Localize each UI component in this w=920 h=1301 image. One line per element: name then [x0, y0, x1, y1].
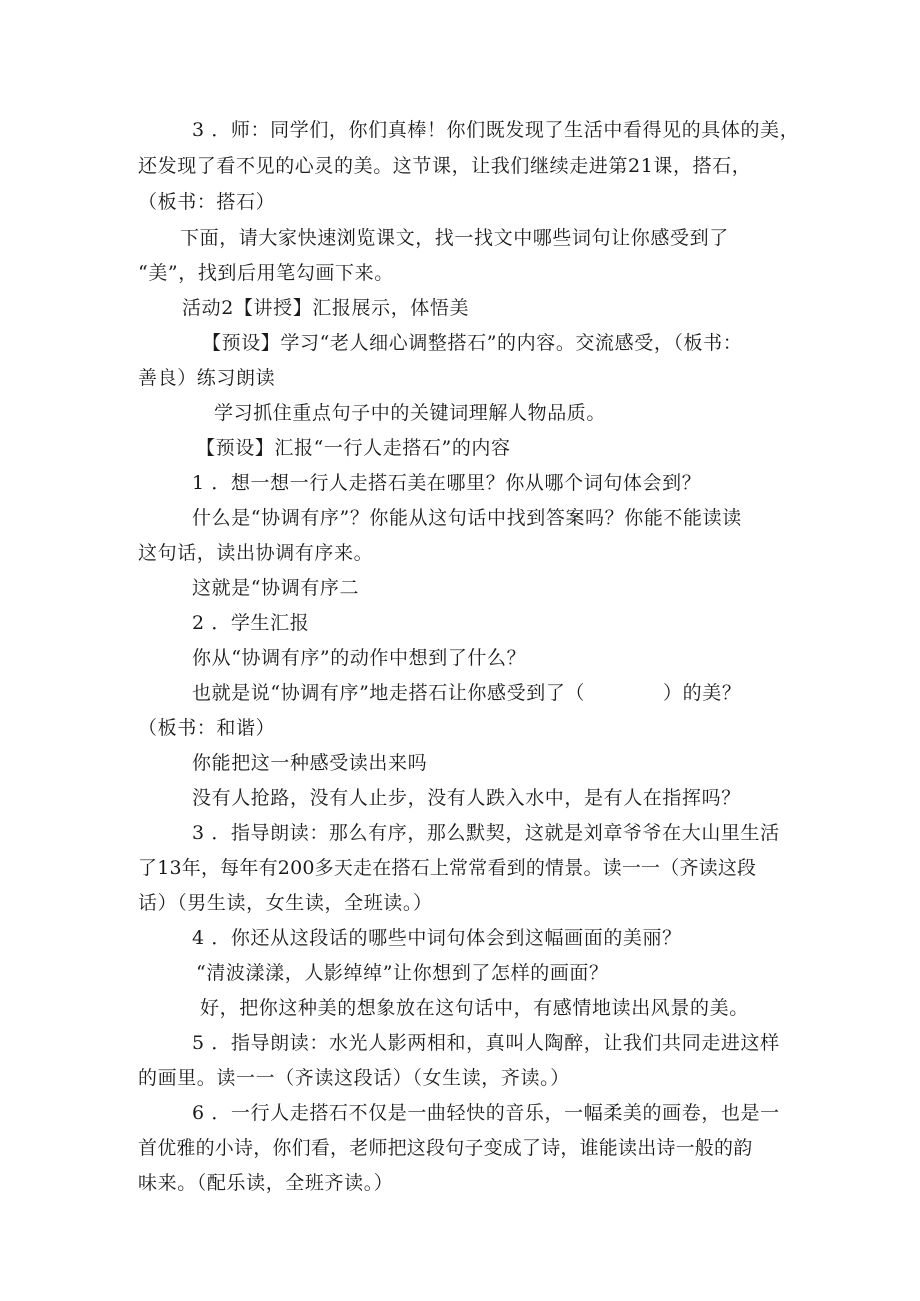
paragraph-line: 下面，请大家快速浏览课文，找一找文中哪些词句让你感受到了	[180, 227, 729, 249]
paragraph-line: 什么是“协调有序”？你能从这句话中找到答案吗？你能不能读读	[192, 507, 742, 529]
paragraph-line: 首优雅的小诗，你们看，老师把这段句子变成了诗，谁能读出诗一般的韵	[138, 1137, 753, 1159]
fill-in-blank-prefix: 也就是说“协调有序”地走搭石让你感受到了（	[192, 682, 586, 704]
paragraph-line: 好，把你这种美的想象放在这句话中，有感情地读出风景的美。	[200, 997, 749, 1019]
paragraph-line: 话）（男生读，女生读，全班读。）	[138, 892, 433, 914]
paragraph-line: 学习抓住重点句子中的关键词理解人物品质。	[214, 402, 607, 424]
paragraph-line: 还发现了看不见的心灵的美。这节课，让我们继续走进第21课，搭石，	[138, 155, 752, 177]
fill-in-blank-suffix: ）的美？	[663, 682, 742, 704]
paragraph-line: 2 ．学生汇报	[192, 612, 310, 634]
paragraph-line: 1 ．想一想一行人走搭石美在哪里？你从哪个词句体会到？	[192, 472, 702, 494]
paragraph-line: （板书：和谐）	[138, 717, 276, 739]
paragraph-line: 没有人抢路，没有人止步，没有人跌入水中，是有人在指挥吗？	[192, 787, 741, 809]
paragraph-line: （板书：搭石）	[138, 191, 276, 213]
paragraph-line: 了13年，每年有200多天走在搭石上常常看到的情景。读一一（齐读这段	[138, 857, 757, 879]
paragraph-line: 你从“协调有序”的动作中想到了什么？	[192, 647, 527, 669]
paragraph-line: 善良）练习朗读	[138, 367, 276, 389]
paragraph-line: “美”，找到后用笔勾画下来。	[138, 262, 394, 284]
paragraph-line: 的画里。读一一（齐读这段话）（女生读，齐读。）	[138, 1067, 570, 1089]
paragraph-line: “清波漾漾，人影绰绰”让你想到了怎样的画面？	[196, 962, 609, 984]
paragraph-line: 3 ．师：同学们，你们真棒！你们既发现了生活中看得见的具体的美，	[192, 119, 800, 141]
paragraph-line: 3 ．指导朗读：那么有序，那么默契，这就是刘章爷爷在大山里生活	[192, 822, 780, 844]
paragraph-line: 味来。（配乐读，全班齐读。）	[138, 1172, 394, 1194]
paragraph-line: 6 ．一行人走搭石不仅是一曲轻快的音乐，一幅柔美的画卷，也是一	[192, 1102, 780, 1124]
paragraph-line: 【预设】汇报“一行人走搭石”的内容	[196, 437, 511, 459]
paragraph-line: 这就是“协调有序二	[192, 577, 360, 599]
paragraph-line: 【预设】学习“老人细心调整搭石”的内容。交流感受，（板书：	[202, 332, 743, 354]
paragraph-line: 你能把这一种感受读出来吗	[192, 752, 428, 774]
paragraph-line	[192, 681, 792, 705]
section-heading: 活动2【讲授】汇报展示，体悟美	[182, 297, 470, 319]
paragraph-line: 5 ．指导朗读：水光人影两相和，真叫人陶醉，让我们共同走进这样	[192, 1032, 780, 1054]
paragraph-line: 这句话，读出协调有序来。	[138, 542, 374, 564]
paragraph-line: 4 ．你还从这段话的哪些中词句体会到这幅画面的美丽？	[192, 927, 682, 949]
